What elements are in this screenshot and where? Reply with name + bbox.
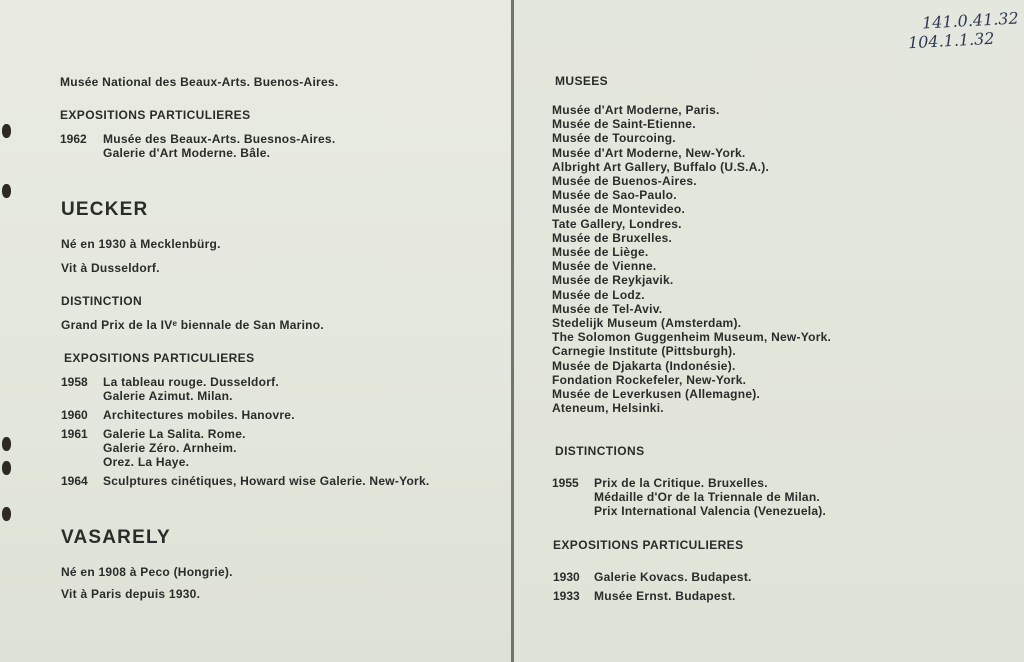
distinction-entry: Prix de la Critique. Bruxelles.: [594, 476, 768, 490]
artist-residence: Vit à Dusseldorf.: [61, 261, 160, 275]
list-item: Musée de Lodz.: [552, 287, 645, 302]
distinction-entry: Grand Prix de la IVᵉ biennale de San Marino.: [61, 318, 324, 332]
handwritten-number-2: 104.1.1.32: [907, 28, 995, 53]
list-item: Ateneum, Helsinki.: [552, 401, 664, 416]
list-item: Musée de Djakarta (Indonésie).: [552, 358, 736, 373]
exhibition-year: 1962: [60, 132, 87, 146]
handwritten-number-1: 141.0.41.32: [921, 8, 1020, 33]
binder-hole-mark: [2, 124, 11, 138]
exhibition-entry: Musée des Beaux-Arts. Buesnos-Aires.: [103, 132, 336, 146]
exhibition-entry: Galerie La Salita. Rome.: [103, 427, 246, 441]
list-item: Musée de Tel-Aviv.: [552, 301, 663, 316]
list-item: Carnegie Institute (Pittsburgh).: [552, 344, 737, 359]
artist-born: Né en 1908 à Peco (Hongrie).: [61, 565, 233, 579]
exhibition-year: 1960: [61, 408, 88, 422]
list-item: Musée de Reykjavik.: [552, 273, 674, 288]
binder-hole-mark: [2, 184, 11, 198]
distinction-entry: Médaille d'Or de la Triennale de Milan.: [594, 490, 820, 504]
exhibition-entry: Galerie Zéro. Arnheim.: [103, 441, 237, 455]
expositions-heading: EXPOSITIONS PARTICULIERES: [60, 108, 251, 122]
binder-hole-mark: [2, 437, 11, 451]
exhibition-entry: Architectures mobiles. Hanovre.: [103, 408, 295, 422]
list-item: Musée de Sao-Paulo.: [552, 188, 677, 203]
exhibition-entry: Orez. La Haye.: [103, 455, 190, 469]
artist-residence: Vit à Paris depuis 1930.: [61, 587, 201, 601]
exhibition-entry: Sculptures cinétiques, Howard wise Galerie. New-York.: [103, 474, 430, 488]
list-item: Musée de Saint-Etienne.: [552, 117, 696, 132]
exhibition-entry: Galerie d'Art Moderne. Bâle.: [103, 146, 271, 160]
list-item: Musée de Liège.: [552, 245, 649, 260]
expositions-heading: EXPOSITIONS PARTICULIERES: [64, 351, 255, 365]
expositions-heading: EXPOSITIONS PARTICULIERES: [553, 538, 744, 552]
artist-name-vasarely: VASARELY: [61, 527, 171, 548]
museum-list: [552, 103, 831, 415]
exhibition-year: 1964: [61, 474, 88, 488]
exhibition-entry: La tableau rouge. Dusseldorf.: [103, 375, 279, 389]
museum-line: Musée National des Beaux-Arts. Buenos-Aires.: [60, 75, 339, 89]
list-item: Tate Gallery, Londres.: [552, 216, 682, 231]
list-item: The Solomon Guggenheim Museum, New-York.: [552, 330, 832, 345]
artist-name-uecker: UECKER: [61, 199, 149, 220]
binder-hole-mark: [2, 461, 11, 475]
list-item: Musée de Leverkusen (Allemagne).: [552, 387, 761, 402]
list-item: Musée de Montevideo.: [552, 202, 686, 217]
exhibition-entry: Galerie Kovacs. Budapest.: [594, 570, 752, 584]
distinctions-heading: DISTINCTIONS: [555, 444, 645, 458]
list-item: Musée d'Art Moderne, New-York.: [552, 145, 746, 160]
list-item: Musée de Vienne.: [552, 259, 657, 274]
page-gutter: [511, 0, 514, 662]
exhibition-year: 1958: [61, 375, 88, 389]
list-item: Musée d'Art Moderne, Paris.: [552, 103, 720, 117]
artist-born: Né en 1930 à Mecklenbürg.: [61, 237, 221, 251]
exhibition-entry: Galerie Azimut. Milan.: [103, 389, 233, 403]
exhibition-entry: Musée Ernst. Budapest.: [594, 589, 736, 603]
list-item: Musée de Bruxelles.: [552, 230, 673, 245]
list-item: Fondation Rockefeler, New-York.: [552, 372, 747, 387]
exhibition-year: 1930: [553, 570, 580, 584]
distinction-entry: Prix International Valencia (Venezuela).: [594, 504, 827, 518]
list-item: Musée de Tourcoing.: [552, 131, 676, 146]
exhibition-year: 1933: [553, 589, 580, 603]
musees-heading: MUSEES: [555, 74, 609, 88]
list-item: Musée de Buenos-Aires.: [552, 174, 697, 189]
list-item: Albright Art Gallery, Buffalo (U.S.A.).: [552, 159, 770, 174]
distinction-heading: DISTINCTION: [61, 294, 143, 308]
list-item: Stedelijk Museum (Amsterdam).: [552, 316, 742, 331]
exhibition-year: 1961: [61, 427, 88, 441]
binder-hole-mark: [2, 507, 11, 521]
distinction-year: 1955: [552, 476, 579, 490]
